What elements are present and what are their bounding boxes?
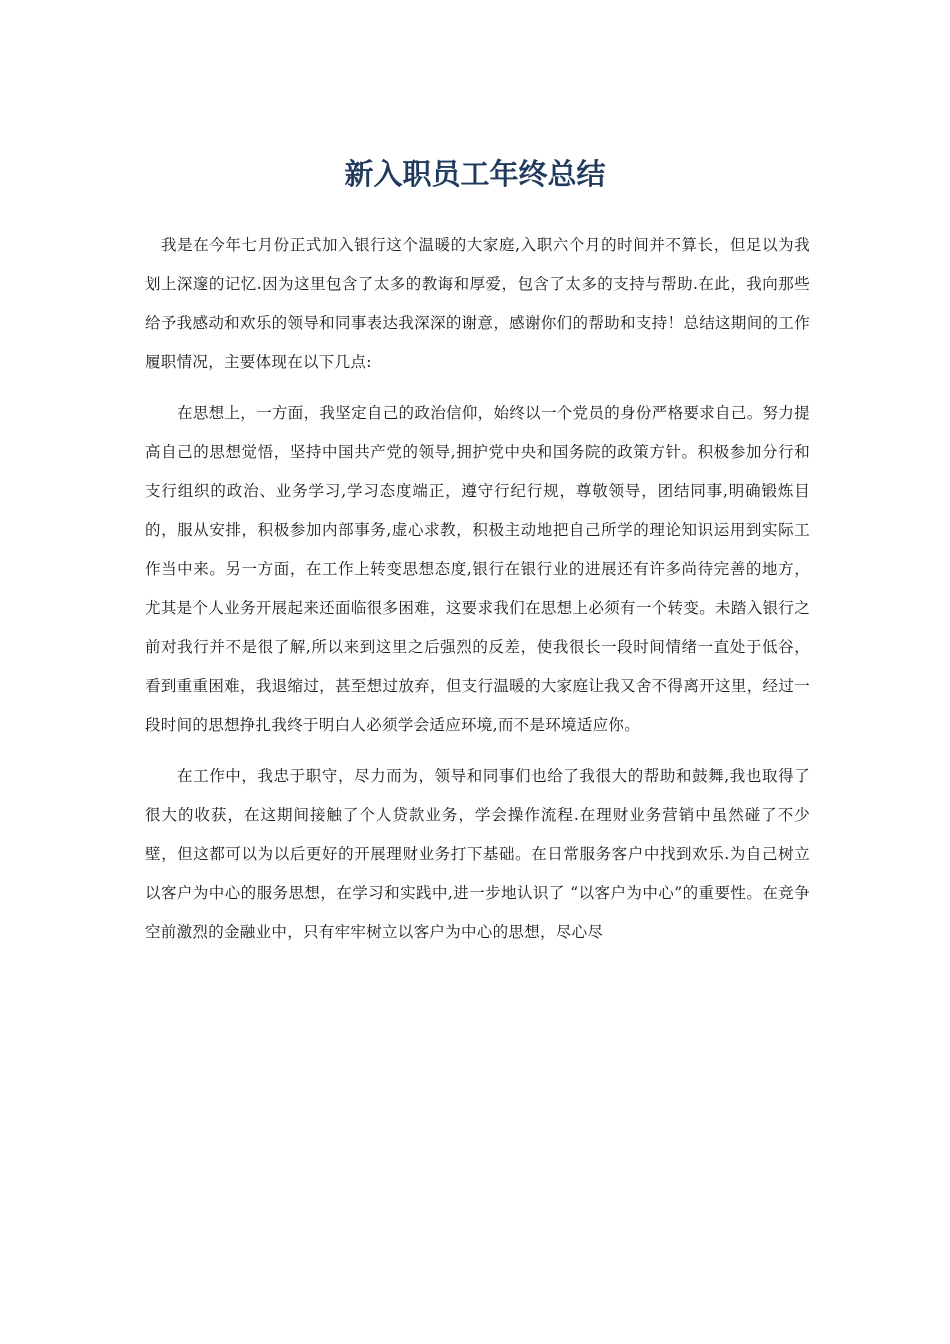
paragraph-intro: 我是在今年七月份正式加入银行这个温暖的大家庭,入职六个月的时间并不算长，但足以为我划上深邃的记忆.因为这里包含了太多的教诲和厚爱，包含了太多的支持与帮助.在此，我向那些给予我感动和欢乐的领导和同事表达我深深的谢意，感谢你们的帮助和支持！总结这期间的工作履职情况，主要体现在以下几点: bbox=[145, 236, 810, 371]
document-body bbox=[145, 226, 810, 952]
paragraph-work: 在工作中，我忠于职守，尽力而为，领导和同事们也给了我很大的帮助和鼓舞,我也取得了很大的收获，在这期间接触了个人贷款业务，学会操作流程.在理财业务营销中虽然碰了不少壁，但这都可以为以后更好的开展理财业务打下基础。在日常服务客户中找到欢乐.为自己树立以客户为中心的服务思想，在学习和实践中,进一步地认识了 “以客户为中心”的重要性。在竞争空前激烈的金融业中，只有牢牢树立以客户为中心的思想，尽心尽 bbox=[145, 767, 810, 941]
paragraph-thought: 在思想上，一方面，我坚定自己的政治信仰，始终以一个党员的身份严格要求自己。努力提高自己的思想觉悟，坚持中国共产党的领导,拥护党中央和国务院的政策方针。积极参加分行和支行组织的政治、业务学习,学习态度端正，遵守行纪行规，尊敬领导，团结同事,明确锻炼目的，服从安排，积极参加内部事务,虚心求教，积极主动地把自己所学的理论知识运用到实际工作当中来。另一方面，在工作上转变思想态度,银行在银行业的进展还有许多尚待完善的地方，尤其是个人业务开展起来还面临很多困难，这要求我们在思想上必须有一个转变。未踏入银行之前对我行并不是很了解,所以来到这里之后强烈的反差，使我很长一段时间情绪一直处于低谷，看到重重困难，我退缩过，甚至想过放弃，但支行温暖的大家庭让我又舍不得离开这里，经过一段时间的思想挣扎我终于明白人必须学会适应环境,而不是环境适应你。 bbox=[145, 404, 810, 734]
document-title: 新入职员工年终总结 bbox=[344, 157, 606, 191]
